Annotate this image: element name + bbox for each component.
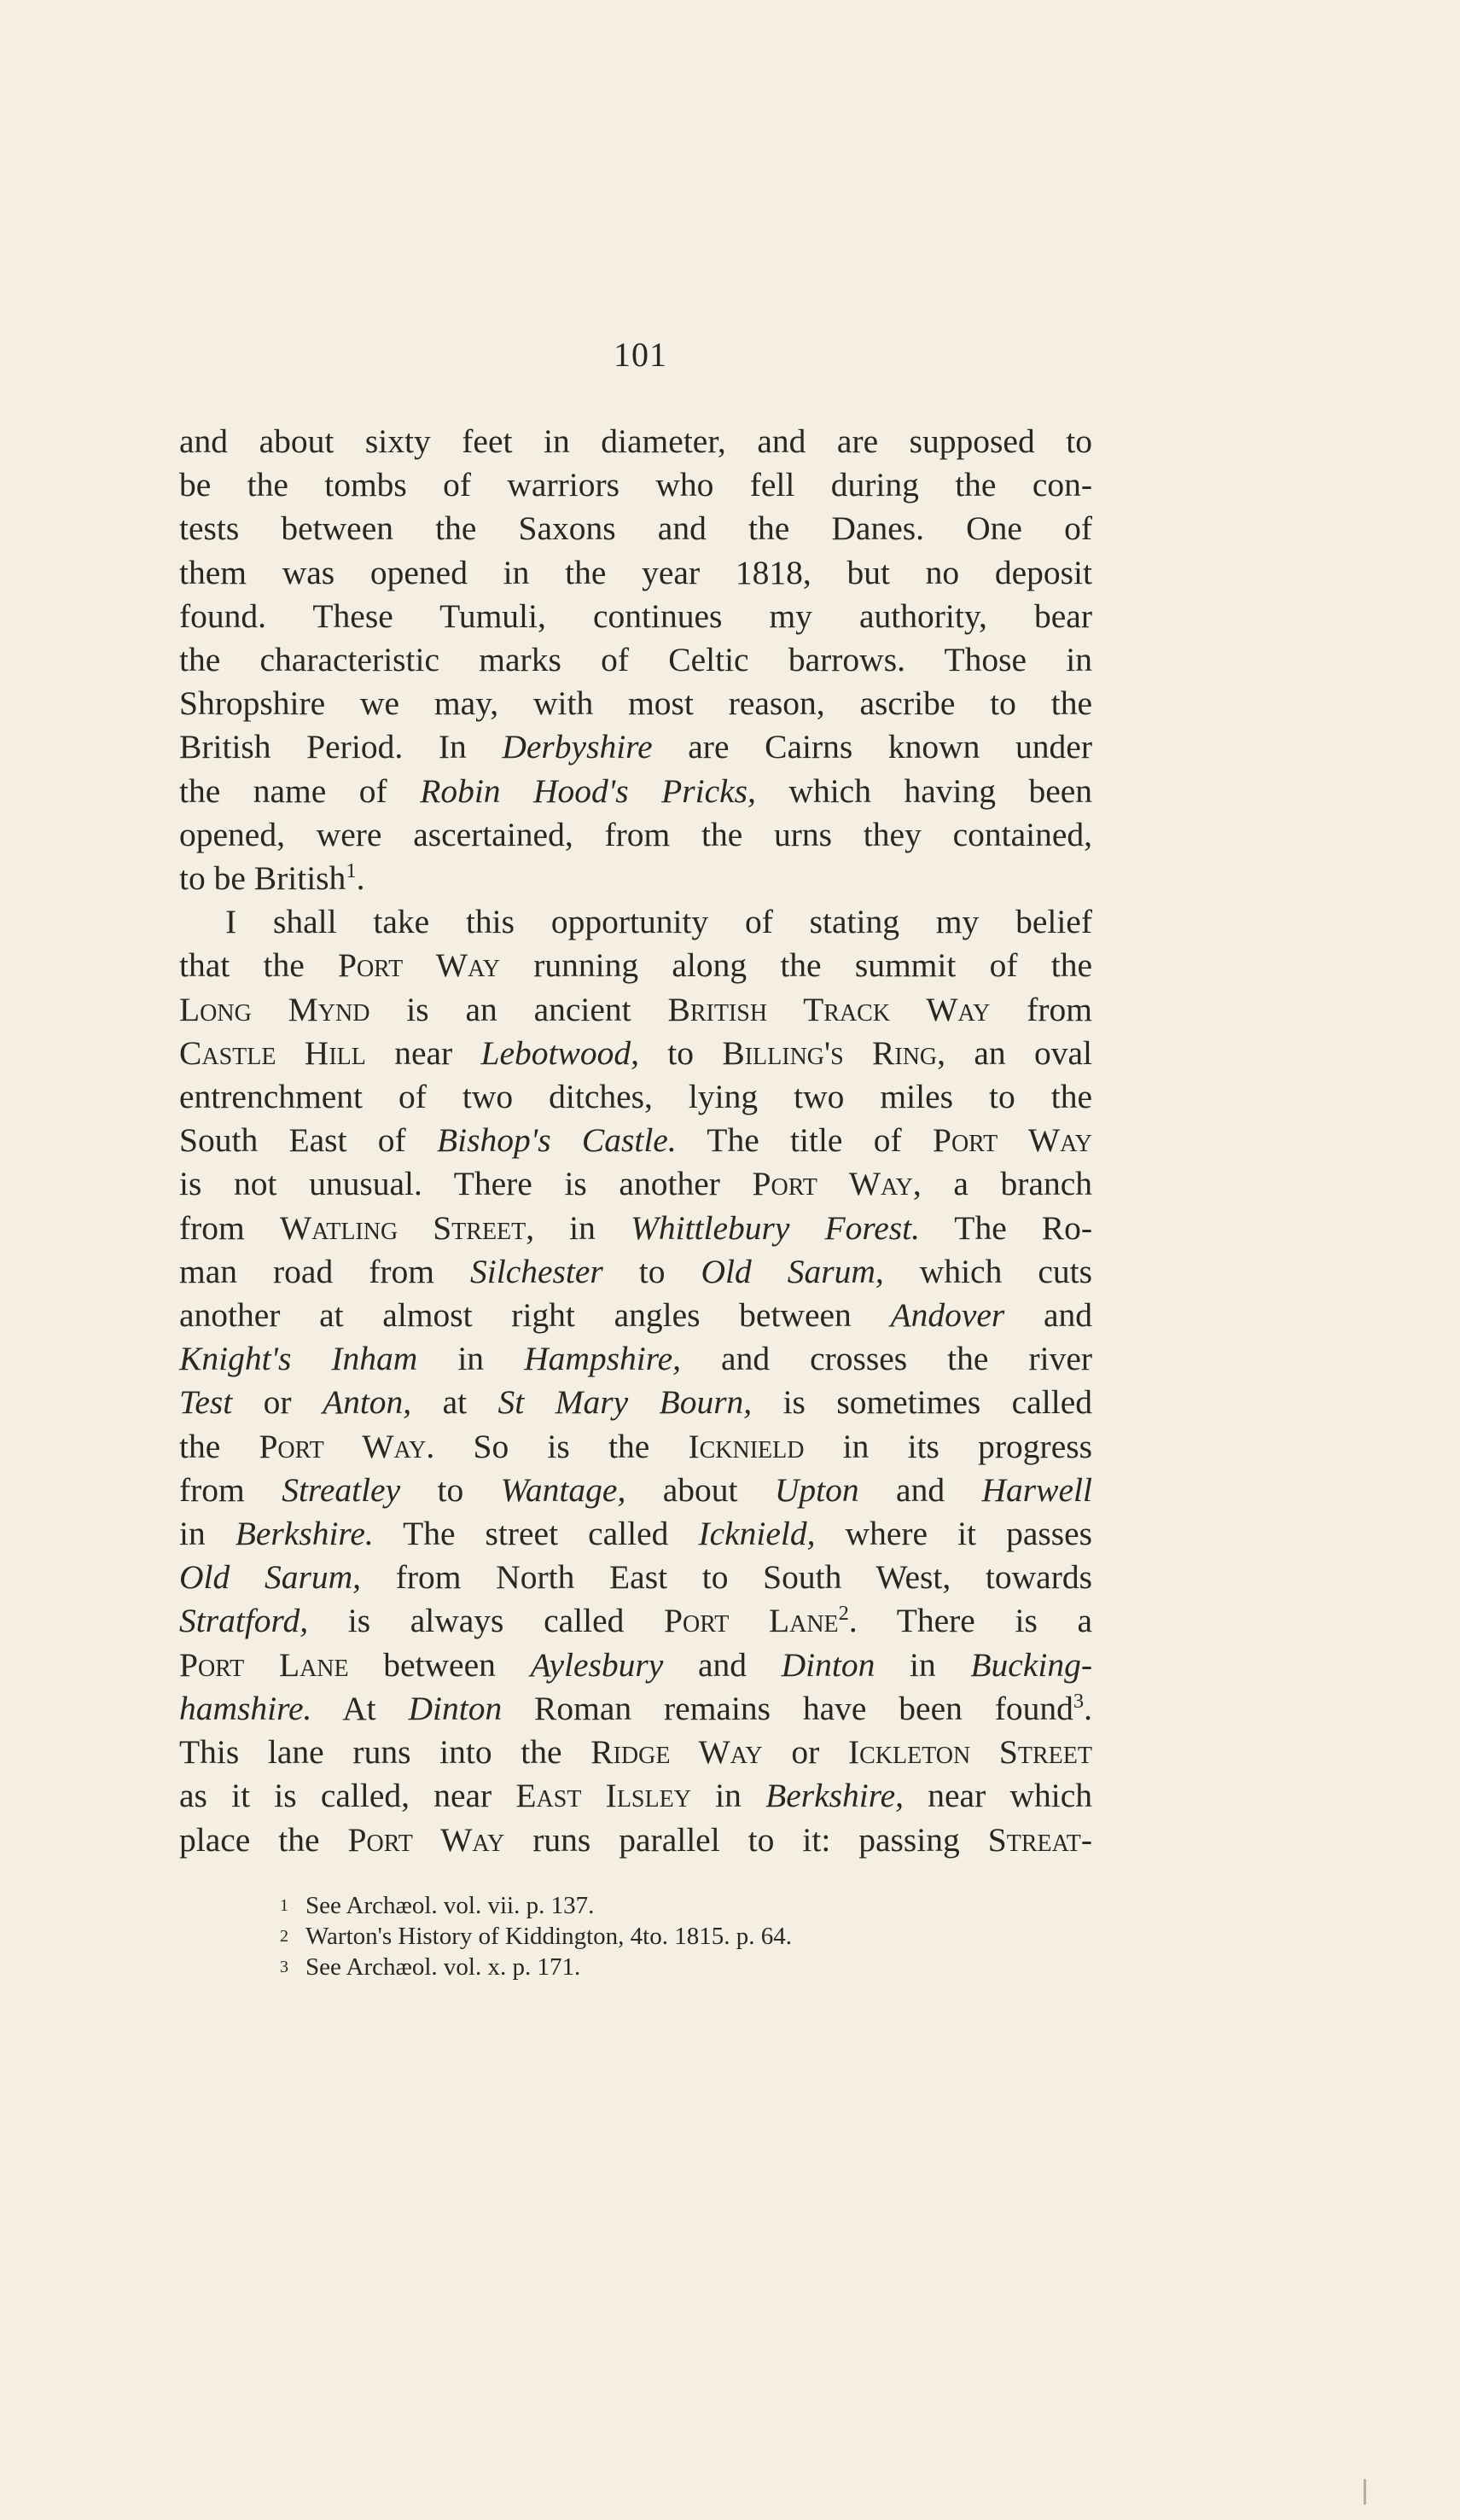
- place-name: Andover: [890, 1296, 1005, 1335]
- text-run: where it passes: [815, 1515, 1092, 1553]
- place-name: Old Sarum,: [701, 1252, 884, 1290]
- road-name: Ickleton Street: [847, 1733, 1092, 1772]
- place-name: Lebotwood,: [480, 1033, 639, 1072]
- place-name: Harwell: [981, 1470, 1092, 1509]
- text-run: from: [179, 1208, 280, 1247]
- text-run: This lane runs into the: [179, 1733, 591, 1772]
- text-line: [179, 1687, 1092, 1731]
- text-line: entrenchment of two ditches, lying two miles to the: [179, 1078, 1092, 1116]
- place-name: Test: [179, 1383, 233, 1422]
- footnote-mark: 3: [280, 1958, 288, 1976]
- text-line: [179, 1294, 1092, 1337]
- text-run: in: [534, 1208, 631, 1247]
- footnote: [280, 1921, 792, 1952]
- place-name: East Ilsley: [515, 1777, 691, 1815]
- place-name: Silchester: [470, 1252, 603, 1290]
- text-line: [179, 944, 1092, 987]
- text-line: Shropshire we may, with most reason, ascribe to the: [179, 684, 1092, 723]
- text-line: them was opened in the year 1818, but no deposit: [179, 553, 1092, 591]
- text-line: tests between the Saxons and the Danes. One of: [179, 509, 1092, 548]
- text-run: as it is called, near: [179, 1777, 516, 1815]
- place-name: Berkshire,: [765, 1777, 905, 1815]
- text-run: which having been: [755, 771, 1093, 810]
- text-run: to: [638, 1033, 723, 1072]
- footnote-mark: 1: [280, 1896, 288, 1915]
- text-line: [179, 1644, 1092, 1687]
- footnote-ref: 1: [346, 858, 357, 882]
- road-name: Port Way: [337, 946, 500, 985]
- road-name: Watling Street,: [279, 1208, 535, 1247]
- text-run: to: [400, 1470, 501, 1509]
- road-name: Port Lane: [179, 1645, 349, 1684]
- text-line: [179, 1250, 1092, 1294]
- place-name: Billing's Ring,: [722, 1033, 946, 1072]
- text-run: is an ancient: [369, 990, 668, 1028]
- text-run: in its progress: [804, 1427, 1092, 1465]
- text-run: place the: [179, 1820, 348, 1859]
- place-name: Knight's Inham: [179, 1340, 418, 1378]
- place-name: Derbyshire: [502, 728, 653, 766]
- text-run: from: [179, 1470, 282, 1509]
- text-run: running along the summit of the: [499, 946, 1092, 985]
- text-run: in: [417, 1340, 525, 1378]
- text-run: South East of: [179, 1121, 438, 1160]
- text-line: [179, 1774, 1092, 1818]
- text-run: man road from: [179, 1252, 470, 1290]
- text-line: [179, 1032, 1092, 1075]
- footnote-text: Warton's History of Kiddington, 4to. 1815. p. 64.: [305, 1923, 792, 1950]
- footnote-mark: 2: [280, 1927, 288, 1946]
- footnotes: [280, 1890, 792, 1982]
- text-run: and: [663, 1645, 782, 1684]
- text-line: [179, 1425, 1092, 1469]
- place-name: Wantage,: [500, 1470, 626, 1509]
- place-name: Bucking-: [970, 1645, 1092, 1684]
- text-line: [179, 1469, 1092, 1512]
- place-name: Dinton: [408, 1689, 503, 1727]
- place-name: Old Sarum,: [179, 1558, 361, 1597]
- place-name: Castle Hill: [179, 1033, 366, 1072]
- footnote-text: See Archæol. vol. vii. p. 137.: [305, 1892, 595, 1919]
- place-name: Anton,: [322, 1383, 412, 1422]
- text-run: British Period. In: [179, 728, 503, 766]
- text-run: or: [762, 1733, 848, 1772]
- text-run: is not unusual. There is another: [179, 1165, 753, 1203]
- text-line: the characteristic marks of Celtic barrows. Those in: [179, 641, 1092, 679]
- text-line: [179, 1162, 1092, 1206]
- text-run: which cuts: [883, 1252, 1092, 1290]
- text-line: [179, 1819, 1092, 1862]
- road-name: Ridge Way: [590, 1733, 763, 1772]
- text-run: another at almost right angles between: [179, 1296, 891, 1335]
- text-line: opened, were ascertained, from the urns they contained,: [179, 815, 1092, 853]
- text-line: [179, 1512, 1092, 1556]
- place-name: Berkshire.: [235, 1515, 374, 1553]
- text-run: near: [365, 1033, 481, 1072]
- road-name: Port Lane: [664, 1602, 839, 1640]
- text-run: from North East to South West, towards: [360, 1558, 1092, 1597]
- text-run: a branch: [921, 1165, 1093, 1203]
- text-line: [179, 1119, 1092, 1162]
- place-name: Streat-: [987, 1820, 1092, 1859]
- road-name: Icknield: [688, 1427, 805, 1465]
- text-run: The street called: [373, 1515, 699, 1553]
- road-name: Port Way.: [259, 1427, 435, 1465]
- place-name: Streatley: [282, 1470, 401, 1509]
- text-run: an oval: [945, 1033, 1093, 1072]
- footnote-text: See Archæol. vol. x. p. 171.: [305, 1953, 581, 1981]
- text-run: or: [232, 1383, 323, 1422]
- text-run: So is the: [434, 1427, 689, 1465]
- footnote: [280, 1890, 792, 1921]
- text-run: in: [875, 1645, 971, 1684]
- road-name: Port Way,: [752, 1165, 922, 1203]
- text-line: and about sixty feet in diameter, and are supposed to: [179, 422, 1092, 460]
- text-run: in: [690, 1777, 766, 1815]
- text-run: and: [858, 1470, 982, 1509]
- text-line: [179, 857, 1092, 900]
- text-run: runs parallel to it: passing: [504, 1820, 988, 1859]
- place-name: Upton: [774, 1470, 859, 1509]
- text-run: the name of: [179, 771, 421, 810]
- text-run: at: [411, 1383, 498, 1422]
- text-line: [179, 725, 1092, 769]
- text-run: The title of: [676, 1121, 933, 1160]
- footnote: [280, 1952, 792, 1982]
- text-run: .: [1084, 1689, 1092, 1727]
- text-line: I shall take this opportunity of stating my belief: [225, 903, 1092, 941]
- place-name: St Mary Bourn,: [497, 1383, 753, 1422]
- text-line: [179, 1556, 1092, 1599]
- text-run: to: [602, 1252, 701, 1290]
- place-name: Aylesbury: [530, 1645, 664, 1684]
- text-run: to be British: [179, 859, 346, 898]
- text-line: [179, 770, 1092, 813]
- page-number: 101: [614, 335, 667, 374]
- text-run: near which: [904, 1777, 1092, 1815]
- place-name: Whittlebury Forest.: [630, 1208, 920, 1247]
- text-run: .: [356, 859, 365, 898]
- text-line: [179, 1599, 1092, 1643]
- place-name: hamshire.: [179, 1689, 312, 1727]
- text-run: the: [179, 1427, 259, 1465]
- text-line: [179, 1731, 1092, 1774]
- place-name: Long Mynd: [179, 990, 370, 1028]
- footnote-ref: 2: [838, 1602, 849, 1626]
- text-run: At: [311, 1689, 409, 1727]
- place-name: Hampshire,: [524, 1340, 682, 1378]
- text-run: . There is a: [848, 1602, 1093, 1640]
- place-name: Robin Hood's Pricks,: [420, 771, 756, 810]
- text-run: about: [625, 1470, 775, 1509]
- text-line: found. These Tumuli, continues my authority, bear: [179, 597, 1092, 635]
- text-run: and crosses the river: [681, 1340, 1093, 1378]
- road-name: Icknield,: [698, 1515, 816, 1553]
- text-line: [179, 1337, 1092, 1381]
- road-name: British Track Way: [667, 990, 991, 1028]
- text-run: is sometimes called: [752, 1383, 1092, 1422]
- road-name: Port Way: [347, 1820, 505, 1859]
- footnote-ref: 3: [1073, 1689, 1085, 1713]
- place-name: Stratford,: [179, 1602, 309, 1640]
- text-line: be the tombs of warriors who fell during the con-: [179, 466, 1092, 504]
- text-run: The Ro-: [920, 1208, 1092, 1247]
- text-run: are Cairns known under: [652, 728, 1092, 766]
- body-text: [179, 420, 1092, 1862]
- place-name: Dinton: [781, 1645, 875, 1684]
- text-run: from: [990, 990, 1092, 1028]
- text-run: and: [1004, 1296, 1092, 1335]
- text-line: [179, 988, 1092, 1032]
- text-run: is always called: [308, 1602, 665, 1640]
- text-run: between: [348, 1645, 531, 1684]
- page-edge-mark: [1364, 2479, 1366, 2505]
- place-name: Bishop's Castle.: [437, 1121, 677, 1160]
- text-line: [179, 1207, 1092, 1250]
- text-line: [179, 1381, 1092, 1424]
- text-run: that the: [179, 946, 338, 985]
- road-name: Port Way: [932, 1121, 1093, 1160]
- text-run: Roman remains have been found: [502, 1689, 1073, 1727]
- text-run: in: [179, 1515, 236, 1553]
